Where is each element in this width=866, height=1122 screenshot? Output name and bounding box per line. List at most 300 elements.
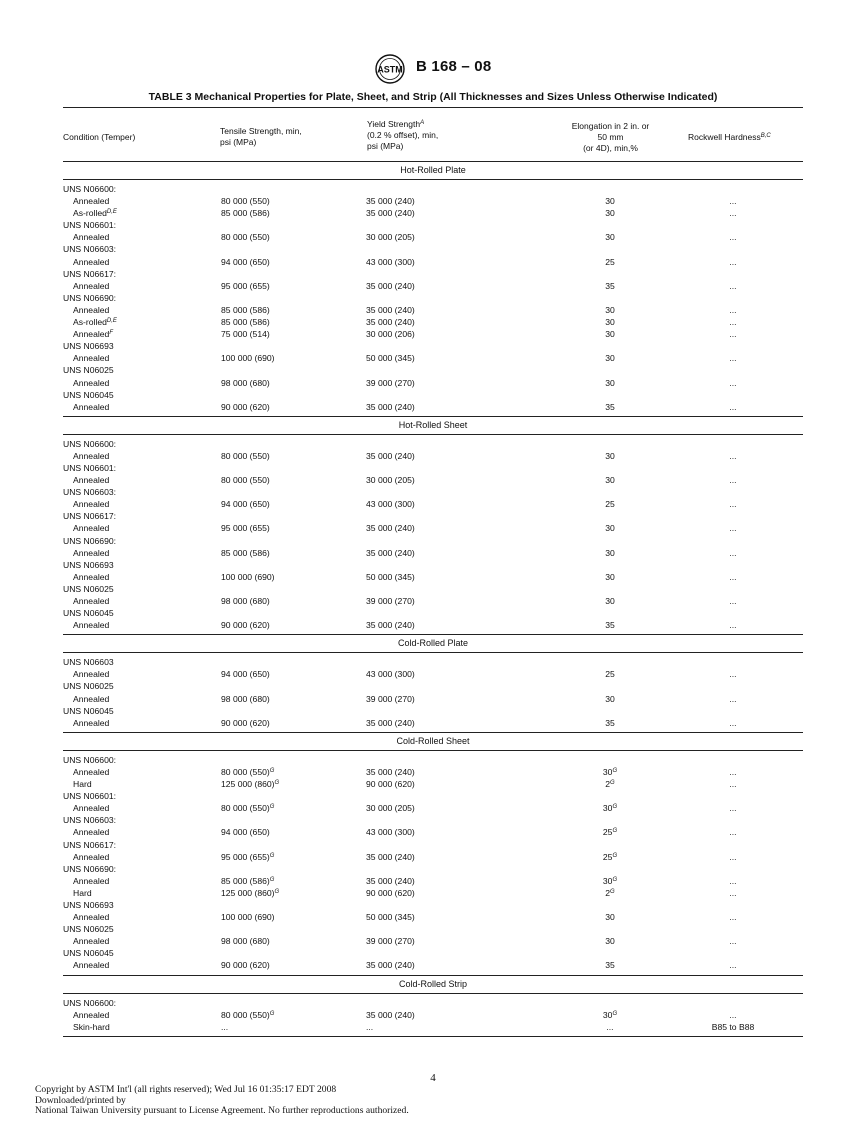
hardness-cell [703,352,763,364]
condition-cell-text: Annealed [73,196,110,207]
tensile-cell [221,1021,228,1033]
table-row [63,474,803,486]
yield-cell [366,802,415,814]
yield-cell-text: 50 000 (345) [366,353,415,364]
table-row [63,401,803,413]
elongation-cell-text: 30 [602,875,613,886]
elongation-cell-text: 25 [605,669,615,680]
table-row [63,959,803,971]
condition-cell [73,547,109,559]
elongation-cell-text: 30 [605,377,615,388]
tensile-cell-text: 98 000 (680) [221,936,270,947]
elongation-cell [601,717,619,729]
header-tensile [220,126,302,148]
table-row [63,887,803,899]
tensile-cell-text: 90 000 (620) [221,401,270,412]
tensile-cell [221,280,270,292]
hardness-cell-text: ... [729,1009,737,1020]
condition-cell [73,316,117,328]
table-row [63,1021,803,1033]
hardness-cell-text: ... [729,596,737,606]
hardness-cell-text: ... [729,377,737,388]
condition-cell-text: UNS N06603: [63,244,117,255]
table-row [63,243,803,255]
tensile-cell [221,693,270,705]
hardness-cell-text: ... [729,717,737,728]
elongation-cell [601,401,619,413]
hardness-cell [703,802,763,814]
tensile-cell-text: 100 000 (690) [221,353,275,364]
tensile-cell [221,668,270,680]
hardness-cell-text: ... [729,803,737,814]
condition-cell [73,766,109,778]
header-yield [367,119,438,152]
yield-cell-text: 39 000 (270) [366,936,415,947]
table-bottom-rule [63,1036,803,1037]
hardness-cell-text: ... [729,353,737,364]
elongation-cell [601,802,619,814]
table-row [63,256,803,268]
yield-cell [366,668,415,680]
mechanical-properties-table [63,107,803,1037]
elongation-cell [601,935,619,947]
hardness-cell [703,778,763,790]
elongation-cell [601,668,619,680]
hardness-cell [703,911,763,923]
tensile-cell-text: 80 000 (550) [221,232,270,243]
yield-cell [366,207,415,219]
condition-cell-text: Annealed [73,693,110,704]
table-row [63,583,803,595]
hardness-cell-text: ... [729,317,737,328]
elongation-cell-text: 30 [605,450,615,461]
condition-cell [73,401,109,413]
table-row [63,304,803,316]
header-rockwell [688,132,771,143]
condition-cell-text: UNS N06600: [63,754,117,765]
table-row [63,668,803,680]
tensile-cell [221,826,270,838]
condition-cell [63,790,116,802]
condition-cell-text: UNS N06617: [63,511,117,522]
header-elongation-line1: Elongation in 2 in. or [571,121,650,131]
section-title: Cold-Rolled Sheet [396,735,470,746]
elongation-cell-text: 30 [605,353,615,364]
hardness-cell-text: ... [729,208,737,219]
yield-cell [366,693,415,705]
tensile-cell-text: 80 000 (550) [221,475,270,486]
condition-cell [63,243,116,255]
table-row [63,571,803,583]
condition-cell [73,619,109,631]
condition-cell-footnote: D,E [106,318,117,325]
yield-cell-text: 35 000 (240) [366,620,415,631]
header-elongation-line2: 50 mm [597,132,624,142]
hardness-cell-text: ... [729,547,737,558]
elongation-cell-text: 25 [605,499,615,510]
yield-cell [366,851,415,863]
elongation-cell-footnote: G [610,888,615,895]
condition-cell-text: UNS N06690: [63,863,117,874]
section-rows [63,435,803,635]
table-row [63,754,803,766]
condition-cell [63,863,116,875]
table-row [63,364,803,376]
condition-cell-text: UNS N06693 [63,341,114,352]
condition-cell [63,656,114,668]
tensile-cell-text: 75 000 (514) [221,329,270,340]
tensile-cell-text: 95 000 (655) [221,280,270,291]
hardness-cell [703,766,763,778]
table-row [63,231,803,243]
condition-cell [63,535,116,547]
yield-cell-text: 90 000 (620) [366,779,415,790]
tensile-cell-text: 95 000 (655) [221,523,270,534]
yield-cell-text: 90 000 (620) [366,887,415,898]
hardness-cell [703,207,763,219]
standard-designation: B 168 – 08 [416,58,492,75]
elongation-cell-text: 30 [605,304,615,315]
tensile-cell [221,911,275,923]
hardness-cell-text: ... [729,571,737,582]
section-rows [63,180,803,416]
yield-cell [366,498,415,510]
tensile-cell [221,474,270,486]
tensile-cell-text: 98 000 (680) [221,377,270,388]
yield-cell-text: 43 000 (300) [366,499,415,510]
tensile-cell [221,256,270,268]
tensile-cell [221,401,270,413]
hardness-cell [703,231,763,243]
elongation-cell [601,959,619,971]
yield-cell-text: 43 000 (300) [366,256,415,267]
condition-cell [63,583,114,595]
elongation-cell-text: 30 [605,317,615,328]
table-row [63,498,803,510]
yield-cell [366,256,415,268]
tensile-cell-text: 100 000 (690) [221,571,275,582]
table-row [63,292,803,304]
condition-cell-text: Annealed [73,450,110,461]
yield-cell [366,571,415,583]
yield-cell-text: 35 000 (240) [366,960,415,971]
hardness-cell [703,256,763,268]
yield-cell [366,316,415,328]
table-row [63,766,803,778]
hardness-cell-text: ... [729,196,737,207]
condition-cell [73,280,109,292]
elongation-cell [601,778,619,790]
elongation-cell [601,498,619,510]
condition-cell-text: Annealed [73,329,110,340]
condition-cell [73,887,92,899]
condition-cell [73,959,109,971]
condition-cell [63,292,116,304]
condition-cell [73,1009,109,1021]
condition-cell-text: UNS N06045 [63,389,114,400]
elongation-cell-text: 35 [605,960,615,971]
condition-cell [73,352,109,364]
tensile-cell [221,304,270,316]
yield-cell-text: 50 000 (345) [366,571,415,582]
condition-cell [63,219,116,231]
tensile-cell-text: 90 000 (620) [221,960,270,971]
elongation-cell-text: 30 [605,196,615,207]
condition-cell-text: UNS N06601: [63,220,117,231]
tensile-cell-text: 85 000 (586) [221,547,270,558]
header-elongation [553,121,668,154]
table-row [63,559,803,571]
yield-cell-text: 35 000 (240) [366,766,415,777]
condition-cell-text: UNS N06025 [63,365,114,376]
hardness-cell [703,851,763,863]
condition-cell-text: Annealed [73,827,110,838]
table-row [63,1009,803,1021]
hardness-cell [703,450,763,462]
elongation-cell [601,522,619,534]
condition-cell-text: Annealed [73,353,110,364]
section-title: Hot-Rolled Plate [400,165,466,175]
tensile-cell-text: 90 000 (620) [221,717,270,728]
yield-cell [366,595,415,607]
hardness-cell [703,377,763,389]
tensile-cell-text: 94 000 (650) [221,256,270,267]
elongation-cell [601,571,619,583]
hardness-cell-text: ... [729,669,737,680]
tensile-cell-text: 80 000 (550) [221,450,270,461]
yield-cell-text: 35 000 (240) [366,304,415,315]
yield-cell [366,280,415,292]
elongation-cell-text: 25 [605,256,615,267]
hardness-cell-text: ... [729,280,737,291]
tensile-cell-text: 80 000 (550) [221,1009,270,1020]
condition-cell [63,364,114,376]
tensile-cell [221,935,270,947]
hardness-cell-text: ... [729,960,737,971]
hardness-cell-text: ... [729,827,737,838]
tensile-cell [221,778,279,790]
elongation-cell [601,256,619,268]
condition-cell [73,195,109,207]
table-row [63,790,803,802]
hardness-cell [703,619,763,631]
table-row [63,535,803,547]
table-row [63,814,803,826]
yield-cell-text: 35 000 (240) [366,450,415,461]
elongation-cell-text: 30 [602,766,613,777]
tensile-cell [221,766,274,778]
condition-cell-text: Annealed [73,717,110,728]
condition-cell-text: Annealed [73,377,110,388]
hardness-cell-text: ... [729,475,737,486]
elongation-cell [601,450,619,462]
tensile-cell-text: 98 000 (680) [221,693,270,704]
section-rows [63,653,803,732]
condition-cell-text: UNS N06045 [63,705,114,716]
table-row [63,851,803,863]
table-row [63,389,803,401]
condition-cell [73,595,109,607]
condition-cell [73,256,109,268]
condition-cell [63,462,116,474]
condition-cell [73,450,109,462]
hardness-cell-text: ... [729,887,737,898]
elongation-cell-text: 25 [602,851,613,862]
tensile-cell-footnote: G [269,876,275,883]
condition-cell [63,268,116,280]
yield-cell-text: 35 000 (240) [366,717,415,728]
tensile-cell [221,231,270,243]
condition-cell-text: Annealed [73,256,110,267]
header-yield-footnote: A [420,120,425,126]
elongation-cell-text: 30 [605,475,615,486]
condition-cell [63,754,116,766]
yield-cell-text: ... [366,1021,374,1032]
condition-cell-text: UNS N06617: [63,839,117,850]
yield-cell [366,547,415,559]
yield-cell [366,1021,373,1033]
yield-cell [366,887,415,899]
condition-cell-text: Annealed [73,499,110,510]
hardness-cell [703,595,763,607]
elongation-cell-text: 30 [602,1009,613,1020]
yield-cell-text: 35 000 (240) [366,280,415,291]
condition-cell [73,522,109,534]
table-row [63,899,803,911]
table-row [63,462,803,474]
elongation-cell-text: 35 [605,717,615,728]
condition-cell [73,717,109,729]
condition-cell [63,607,114,619]
condition-cell-text: Annealed [73,547,110,558]
yield-cell [366,778,415,790]
hardness-cell [703,328,763,340]
condition-cell [73,826,109,838]
condition-cell-text: UNS N06600: [63,184,117,194]
hardness-cell-text: ... [729,329,737,340]
condition-cell [73,207,117,219]
condition-cell [63,899,114,911]
condition-cell-footnote: D,E [106,209,117,216]
yield-cell [366,304,415,316]
condition-cell-text: Annealed [73,803,110,814]
yield-cell-text: 39 000 (270) [366,377,415,388]
header-yield-line1: Yield Strength [367,119,421,129]
hardness-cell [703,280,763,292]
header-tensile-line2: psi (MPa) [220,137,257,147]
tensile-cell-text: 80 000 (550) [221,803,270,814]
condition-cell-text: UNS N06045 [63,608,114,619]
yield-cell-text: 35 000 (240) [366,401,415,412]
hardness-cell [703,1021,763,1033]
tensile-cell-text: 125 000 (860) [221,887,275,898]
tensile-cell-text: 94 000 (650) [221,499,270,510]
condition-cell-text: Annealed [73,669,110,680]
elongation-cell [601,207,619,219]
yield-cell-text: 43 000 (300) [366,827,415,838]
tensile-cell-text: 85 000 (586) [221,317,270,328]
yield-cell [366,935,415,947]
condition-cell-text: UNS N06025 [63,924,114,935]
hardness-cell [703,826,763,838]
table-header [63,108,803,161]
table-row [63,778,803,790]
hardness-cell [703,875,763,887]
hardness-cell-text: ... [729,936,737,947]
yield-cell [366,1009,415,1021]
table-row [63,219,803,231]
yield-cell-text: 35 000 (240) [366,875,415,886]
tensile-cell [221,377,270,389]
elongation-cell [601,231,619,243]
header-yield-line2: (0.2 % offset), min, [367,130,439,140]
condition-cell-text: Annealed [73,936,110,947]
yield-cell [366,522,415,534]
table-row [63,547,803,559]
section-title: Hot-Rolled Sheet [398,419,468,430]
hardness-cell [703,959,763,971]
elongation-cell [601,595,619,607]
condition-cell [63,839,116,851]
hardness-cell-text: ... [729,693,737,704]
hardness-cell [703,693,763,705]
condition-cell-text: UNS N06600: [63,997,117,1008]
condition-cell-text: UNS N06601: [63,791,117,802]
condition-cell-text: Annealed [73,960,110,971]
yield-cell [366,450,415,462]
hardness-cell-text: ... [729,232,737,243]
condition-cell-text: UNS N06025 [63,583,114,594]
yield-cell-text: 35 000 (240) [366,1009,415,1020]
yield-cell [366,352,415,364]
yield-cell [366,377,415,389]
elongation-cell-footnote: G [612,1010,618,1017]
tensile-cell-footnote: G [269,767,275,774]
elongation-cell-text: 2 [605,779,611,790]
footer-line: Copyright by ASTM Int'l (all rights reserved); Wed Jul 16 01:35:17 EDT 2008 [35,1084,337,1095]
condition-cell-text: UNS N06693 [63,559,114,570]
yield-cell [366,231,415,243]
yield-cell [366,717,415,729]
yield-cell-text: 39 000 (270) [366,693,415,704]
section-title: Cold-Rolled Strip [398,978,468,989]
condition-cell-text: Annealed [73,875,110,886]
condition-cell-text: Annealed [73,912,110,923]
condition-cell-text: Annealed [73,766,110,777]
condition-cell [73,304,109,316]
table-row [63,268,803,280]
condition-cell-text: UNS N06690: [63,535,117,546]
condition-cell-text: Annealed [73,475,110,486]
yield-cell-text: 35 000 (240) [366,196,415,207]
condition-cell-text: Annealed [73,851,110,862]
header-rockwell-label: Rockwell Hardness [688,132,761,142]
condition-cell [63,559,114,571]
table-row [63,839,803,851]
tensile-cell-text: 125 000 (860) [221,779,275,790]
elongation-cell [601,887,619,899]
condition-cell [63,389,114,401]
table-row [63,328,803,340]
table-row [63,705,803,717]
hardness-cell-text: ... [729,523,737,534]
table-row [63,352,803,364]
table-row [63,607,803,619]
condition-cell [63,510,116,522]
elongation-cell-footnote: G [612,876,618,883]
yield-cell [366,195,415,207]
header-elongation-line3: (or 4D), min,% [583,143,638,153]
